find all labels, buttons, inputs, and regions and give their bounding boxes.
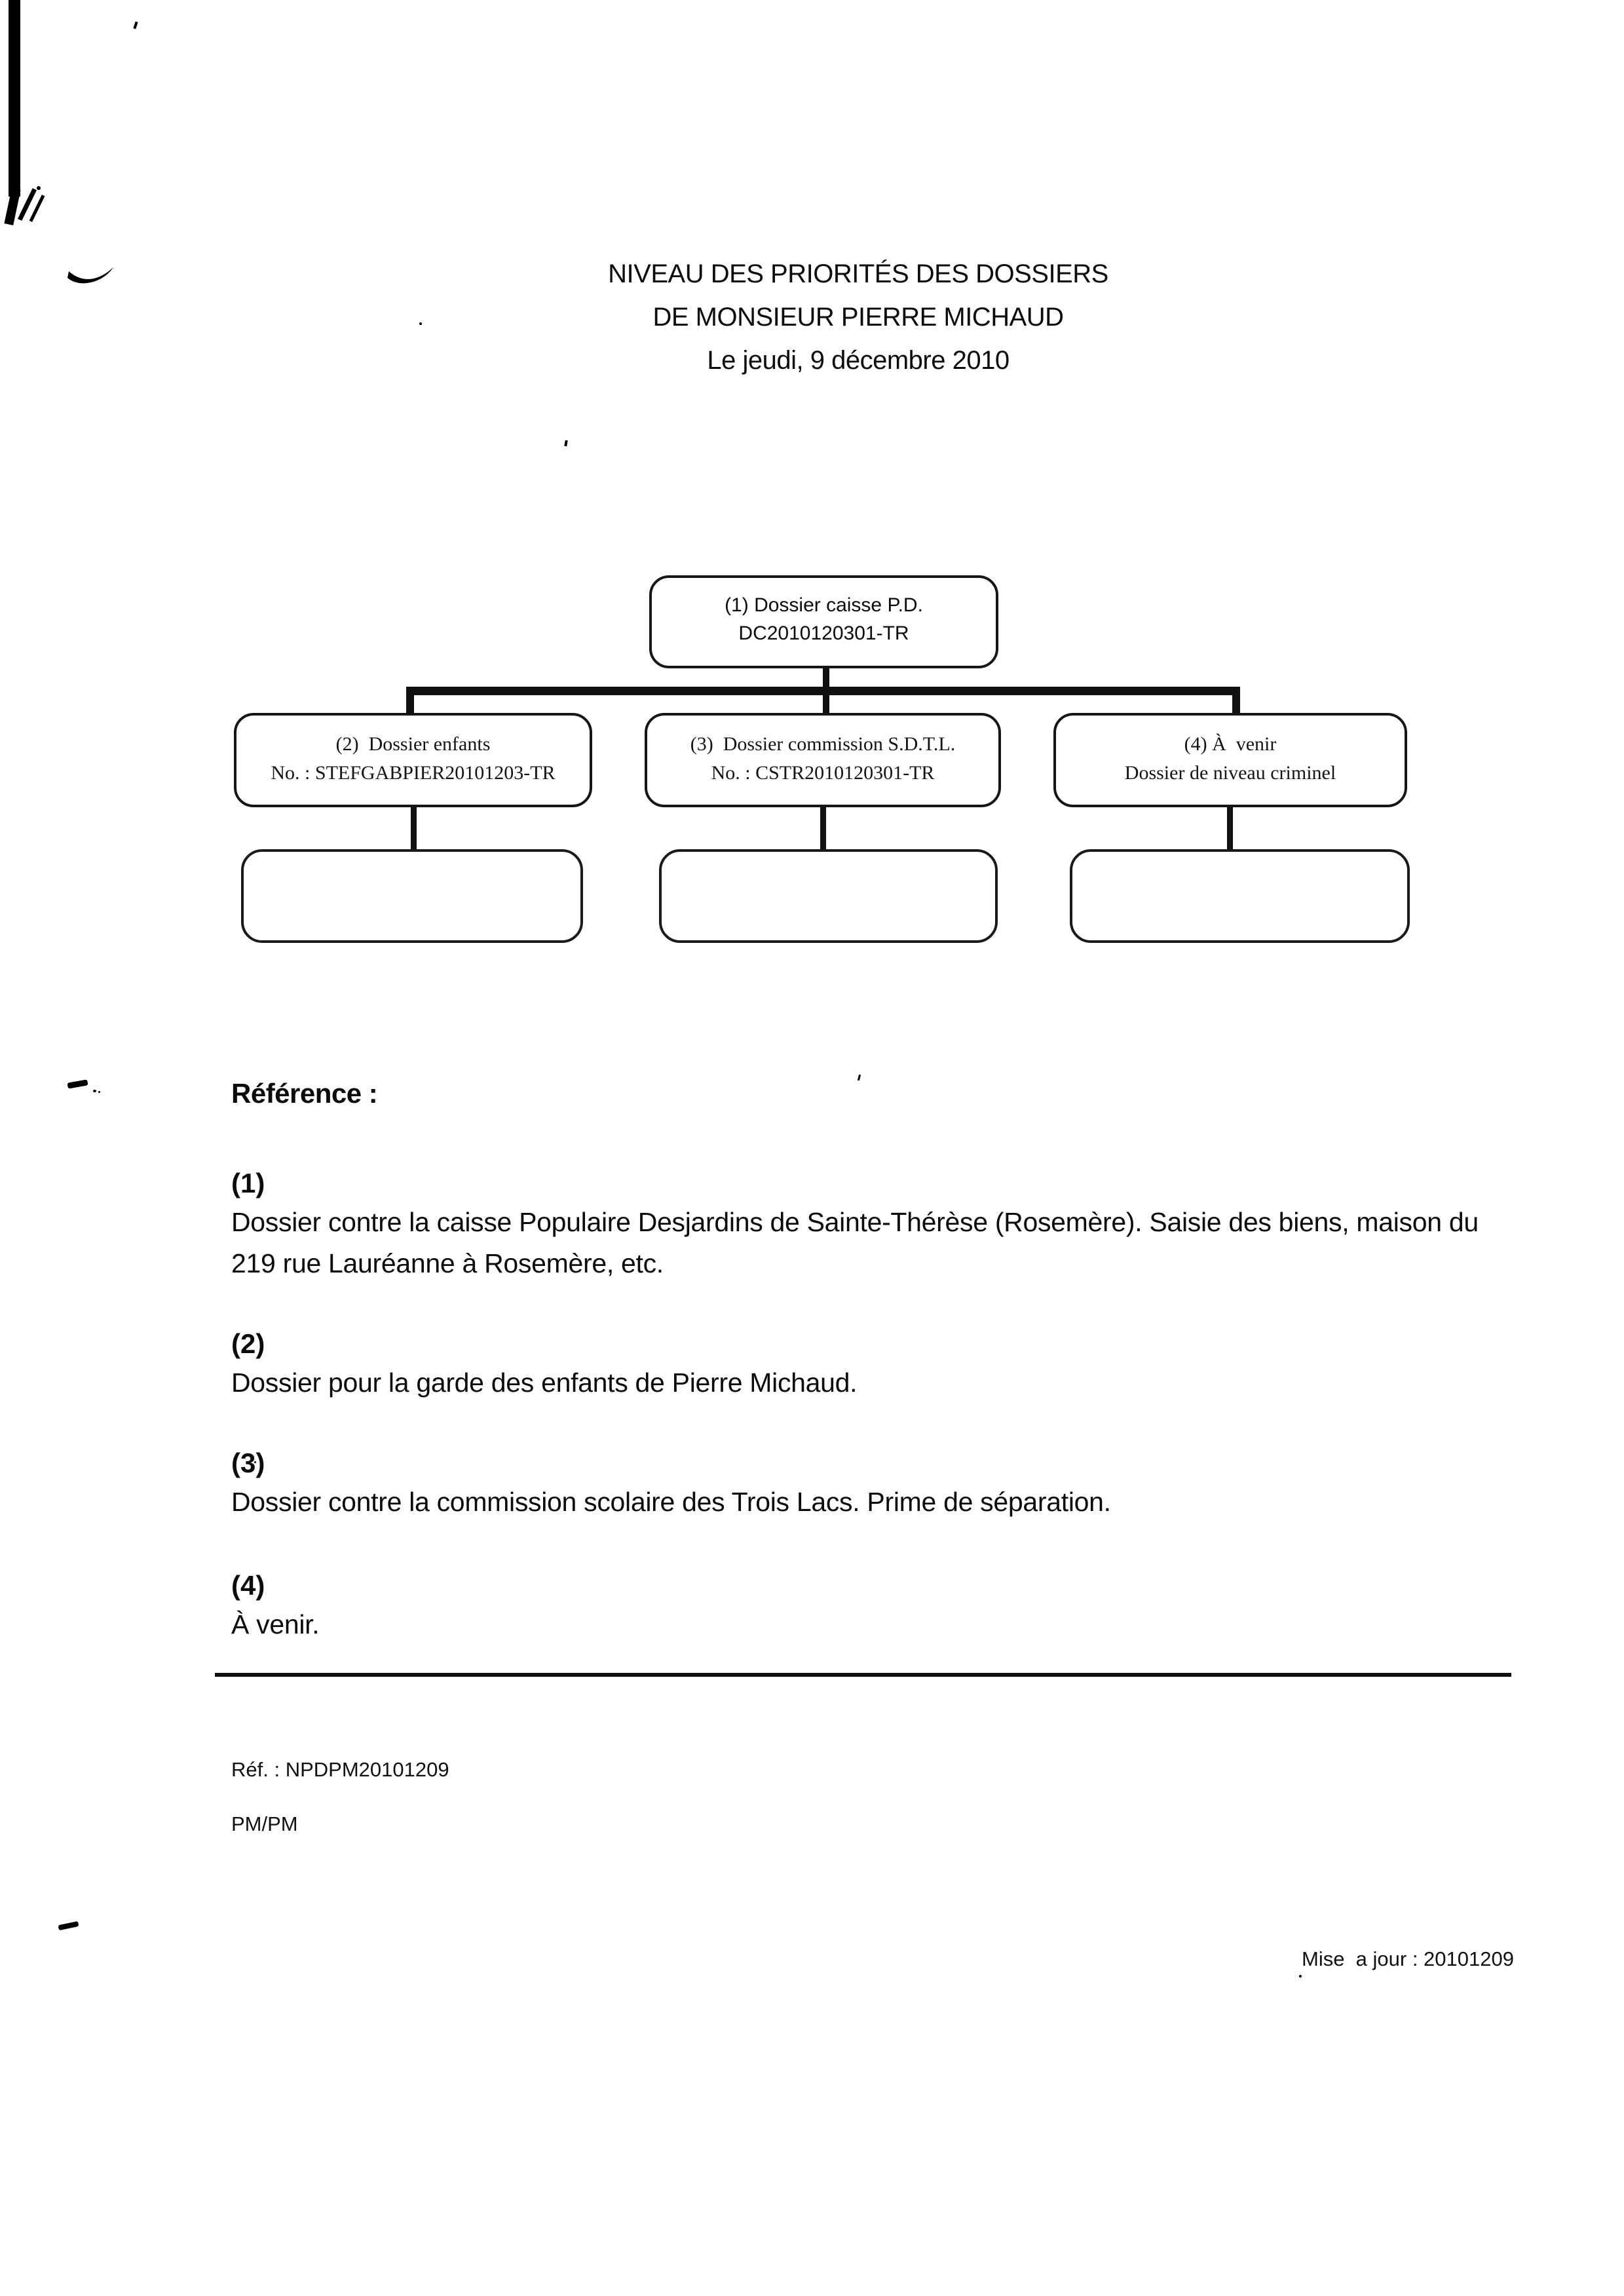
scan-edge-bar	[9, 0, 20, 197]
reference-item-2	[231, 1326, 1515, 1404]
ink-speck	[1299, 1975, 1302, 1978]
pen-tick-mark	[67, 1079, 88, 1088]
reference-item-text: Dossier contre la caisse Populaire Desjardins de Sainte-Thérèse (Rosemère). Saisie des biens, maison du 219 rue Lauréanne à Rosemère, etc.	[231, 1207, 1486, 1278]
org-chart-empty-box-3	[1070, 849, 1410, 943]
connector-horizontal-main	[406, 687, 1240, 695]
reference-item-text: Dossier contre la commission scolaire des Trois Lacs. Prime de séparation.	[231, 1487, 1111, 1517]
org-chart-empty-box-2	[659, 849, 998, 943]
footer-initials: PM/PM	[231, 1812, 298, 1835]
reference-item-number: (2)	[231, 1328, 265, 1359]
org-chart-empty-box-1	[241, 849, 583, 943]
horizontal-rule	[215, 1673, 1511, 1677]
connector-child3-down	[1227, 807, 1233, 851]
child-box-2-subtitle: No. : CSTR2010120301-TR	[711, 762, 935, 784]
connector-stub-right	[1232, 689, 1240, 716]
connector-stub-left	[406, 689, 414, 716]
reference-item-3	[231, 1445, 1515, 1523]
reference-item-text: Dossier pour la garde des enfants de Pierre Michaud.	[231, 1368, 858, 1398]
connector-child2-down	[820, 807, 826, 851]
reference-heading: Référence :	[231, 1078, 378, 1109]
pen-tick-mark	[58, 1921, 79, 1930]
title-line-1: NIVEAU DES PRIORITÉS DES DOSSIERS	[608, 259, 1108, 288]
child-box-2-title: (3) Dossier commission S.D.T.L.	[690, 733, 956, 755]
ink-speck	[93, 1090, 96, 1092]
child-box-3-title: (4) À venir	[1184, 733, 1277, 755]
footer-reference-code: Réf. : NPDPM20101209	[231, 1758, 449, 1781]
reference-item-number: (4)	[231, 1570, 265, 1601]
child-box-1-title: (2) Dossier enfants	[335, 733, 491, 755]
footer-updated-date: Mise a jour : 20101209	[1302, 1947, 1514, 1970]
reference-item-4	[231, 1567, 1515, 1645]
reference-item-number: (1)	[231, 1168, 265, 1198]
root-box-subtitle: DC2010120301-TR	[738, 622, 909, 644]
child-box-1-subtitle: No. : STEFGABPIER20101203-TR	[271, 762, 556, 784]
org-chart-child-box-2	[645, 713, 1001, 807]
reference-item-number: (3)	[231, 1447, 265, 1478]
connector-child1-down	[411, 807, 417, 851]
org-chart-child-box-1	[234, 713, 592, 807]
title-line-2: DE MONSIEUR PIERRE MICHAUD	[652, 303, 1064, 332]
child-box-3-subtitle: Dossier de niveau criminel	[1124, 762, 1336, 784]
org-chart-child-box-3	[1053, 713, 1407, 807]
reference-item-text: À venir.	[231, 1609, 320, 1639]
title-line-3: Le jeudi, 9 décembre 2010	[707, 346, 1010, 375]
ink-speck	[858, 1075, 861, 1081]
ink-speck	[37, 186, 41, 190]
ink-speck	[564, 440, 568, 447]
root-box-title: (1) Dossier caisse P.D.	[725, 594, 923, 616]
ink-speck	[98, 1091, 100, 1093]
document-title	[203, 252, 1513, 382]
ink-speck	[133, 22, 138, 29]
pen-check-swoosh	[67, 262, 119, 288]
reference-item-1	[231, 1165, 1515, 1284]
org-chart-root-box	[649, 575, 998, 668]
scan-edge-bar-tip	[4, 188, 20, 225]
